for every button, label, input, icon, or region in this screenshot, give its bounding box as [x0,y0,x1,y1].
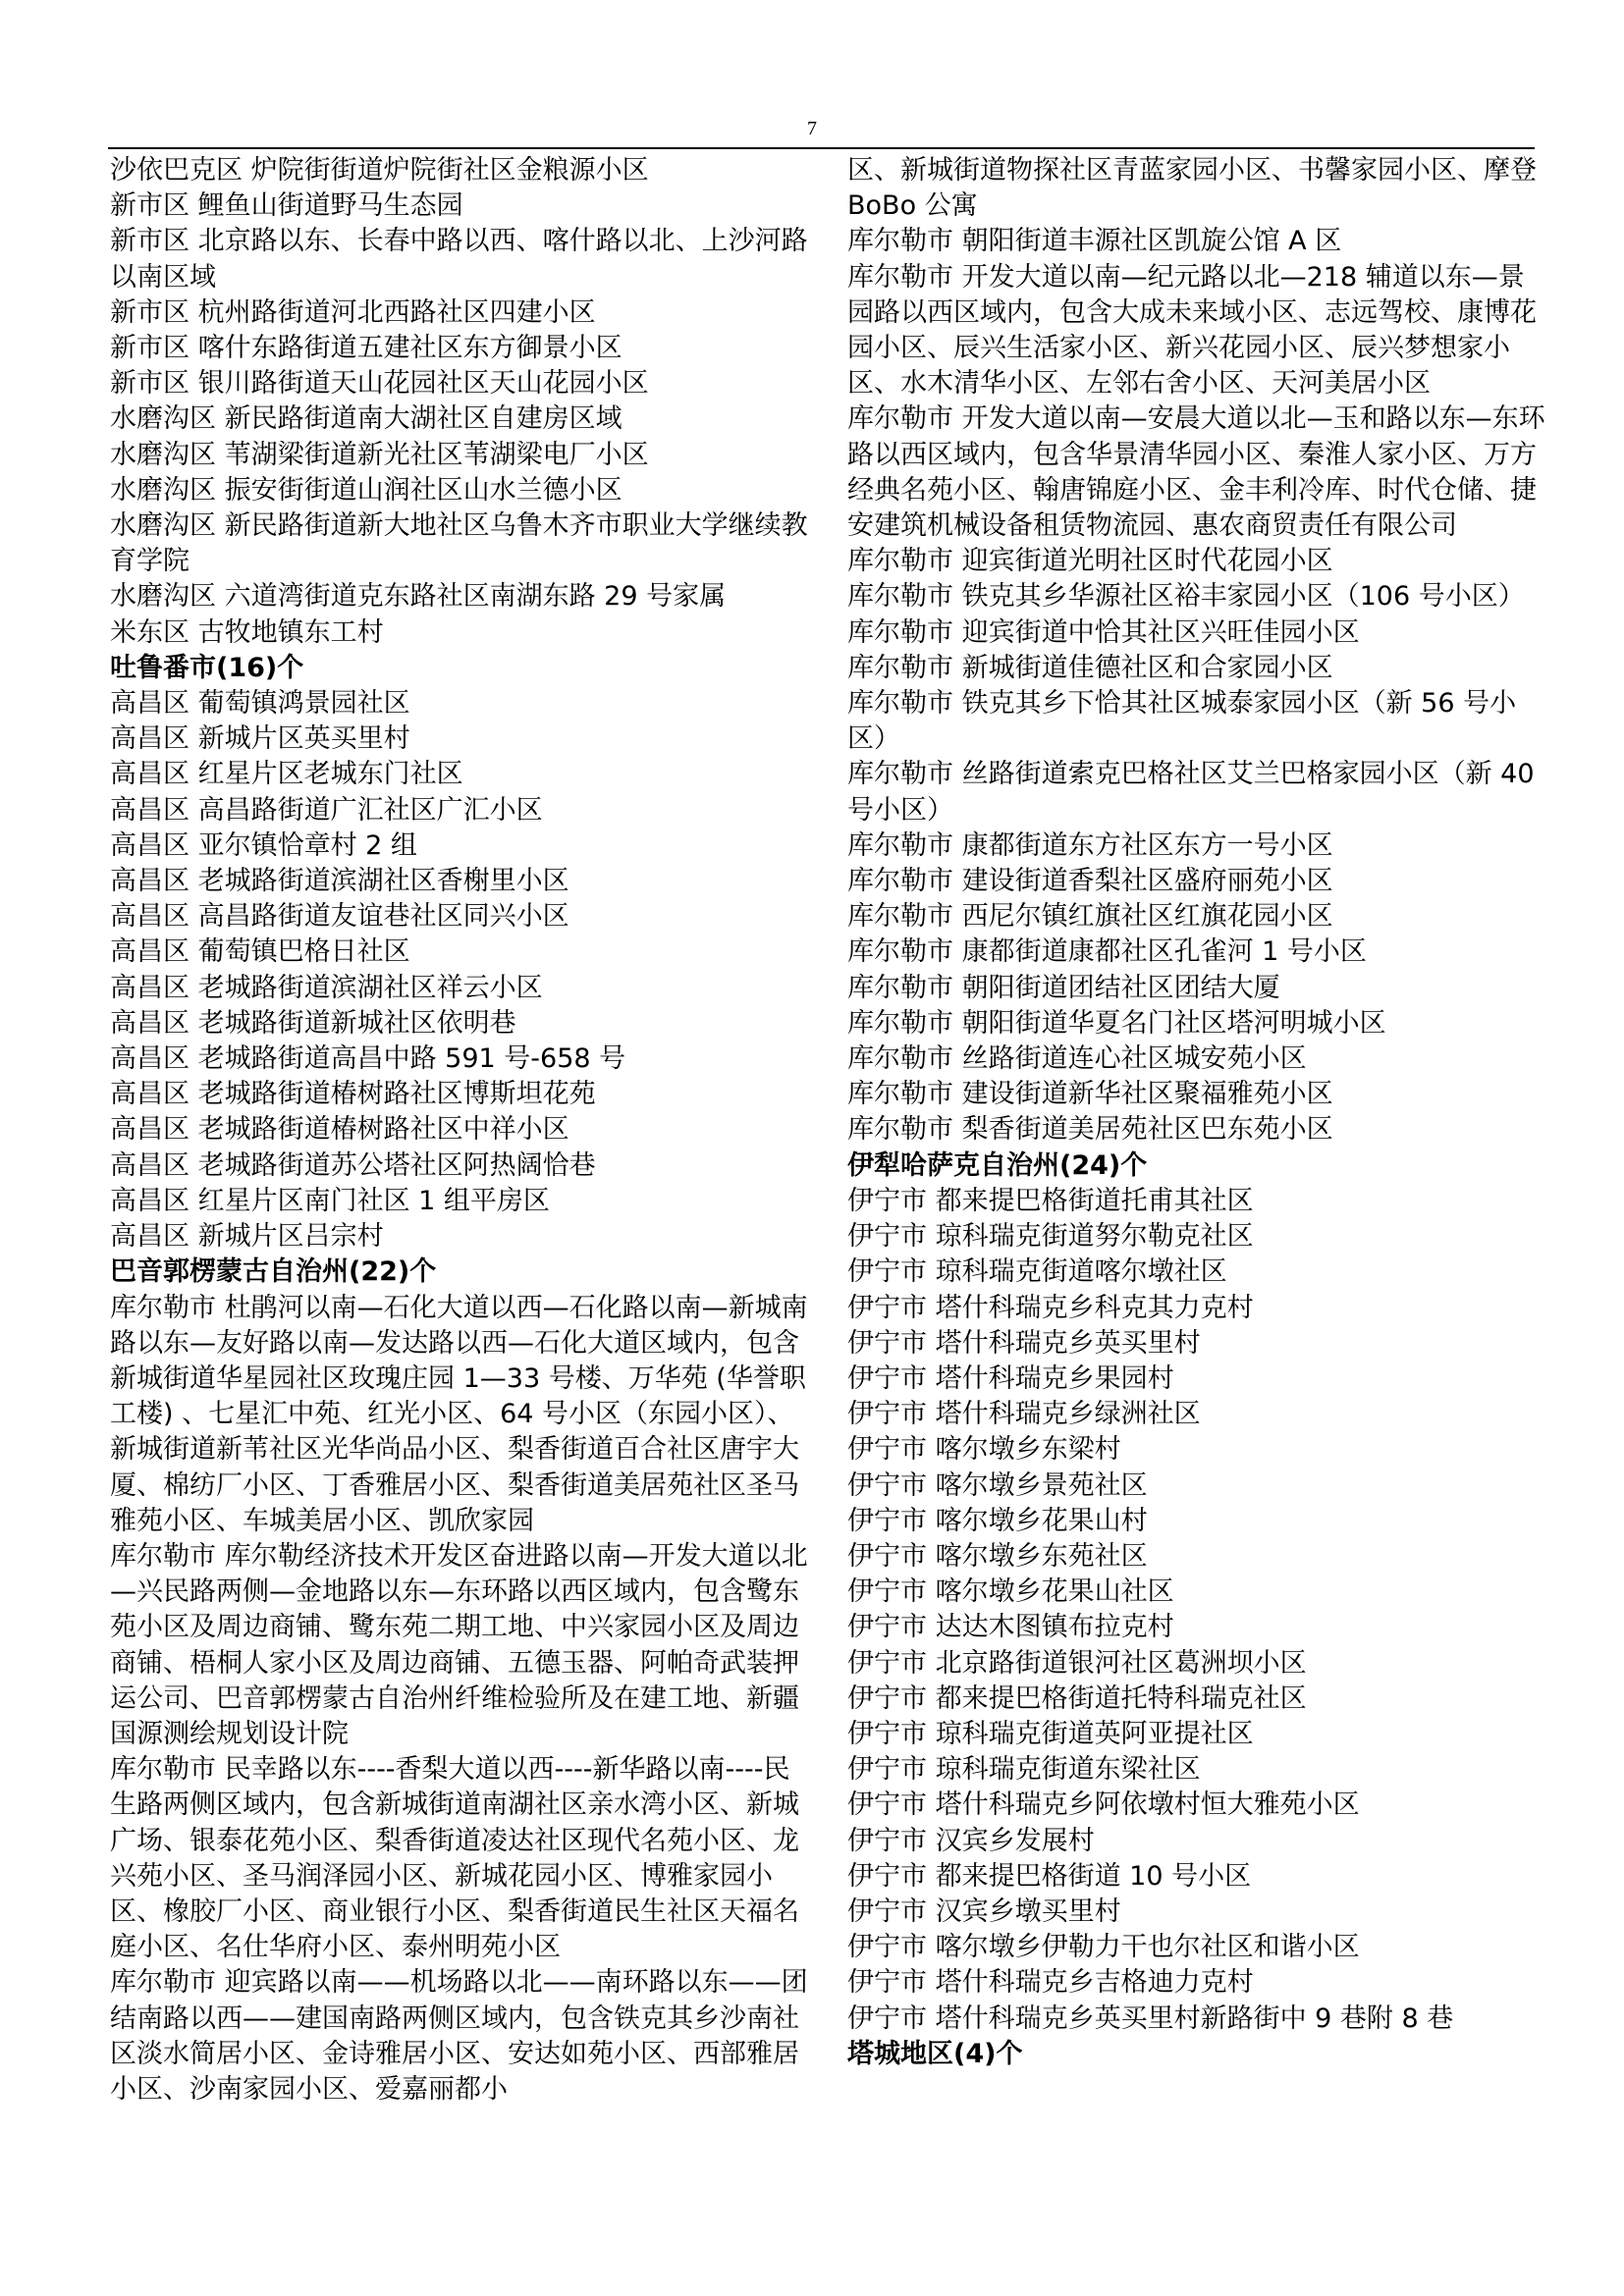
list-item: 高昌区 老城路街道滨湖社区香榭里小区 [110,866,569,897]
list-item: 水磨沟区 苇湖梁街道新光社区苇湖梁电厂小区 [110,439,649,470]
list-item: 库尔勒市 康都街道东方社区东方一号小区 [847,829,1333,861]
list-item: 伊宁市 喀尔墩乡伊勒力干也尔社区和谐小区 [847,1932,1360,1963]
list-item: 区、新城街道物探社区青蓝家园小区、书馨家园小区、摩登 BoBo 公寓 [847,155,1537,222]
list-item: 高昌区 亚尔镇恰章村 2 组 [110,829,417,861]
list-item: 伊宁市 塔什科瑞克乡绿洲社区 [847,1399,1201,1430]
list-item: 库尔勒市 丝路街道索克巴格社区艾兰巴格家园小区（新 40 号小区） [847,759,1535,826]
list-item: 库尔勒市 建设街道香梨社区盛府丽苑小区 [847,866,1333,897]
list-item: 高昌区 老城路街道新城社区依明巷 [110,1007,516,1039]
list-item: 伊宁市 都来提巴格街道 10 号小区 [847,1860,1252,1892]
list-item: 伊宁市 北京路街道银河社区葛洲坝小区 [847,1647,1307,1679]
list-item: 高昌区 老城路街道高昌中路 591 号-658 号 [110,1043,626,1075]
list-item: 伊宁市 喀尔墩乡花果山村 [847,1505,1148,1536]
list-item: 库尔勒市 朝阳街道团结社区团结大厦 [847,972,1280,1003]
list-item: 高昌区 葡萄镇巴格日社区 [110,936,410,968]
list-item: 高昌区 葡萄镇鸿景园社区 [110,688,410,720]
list-item: 高昌区 老城路街道苏公塔社区阿热阔恰巷 [110,1149,596,1181]
list-item: 伊宁市 塔什科瑞克乡英买里村新路街中 9 巷附 8 巷 [847,2002,1454,2034]
list-item: 新市区 杭州路街道河北西路社区四建小区 [110,296,596,328]
left-column [110,153,809,2108]
list-item: 高昌区 新城片区英买里村 [110,723,410,755]
list-item: 库尔勒市 开发大道以南—纪元路以北—218 辅道以东—景园路以西区域内，包含大成未来域小区、志远驾校、康博花园小区、辰兴生活家小区、新兴花园小区、辰兴梦想家小区、水木清华小区、左邻右舍小区、天河美居小区 [847,261,1537,400]
list-item: 库尔勒市 库尔勒经济技术开发区奋进路以南—开发大道以北—兴民路两侧—金地路以东—东环路以西区域内，包含鹭东苑小区及周边商铺、鹭东苑二期工地、中兴家园小区及周边商铺、梧桐人家小区及周边商铺、五德玉器、阿帕奇武装押运公司、巴音郭楞蒙古自治州纤维检验所及在建工地、新疆国源测绘规划设计院 [110,1540,808,1749]
list-item: 库尔勒市 新城街道佳德社区和合家园小区 [847,652,1333,683]
region-heading: 吐鲁番市(16)个 [110,652,304,683]
list-item: 库尔勒市 康都街道康都社区孔雀河 1 号小区 [847,936,1367,968]
list-item: 库尔勒市 开发大道以南—安晨大道以北—玉和路以东—东环路以西区域内，包含华景清华园小区、秦淮人家小区、万方经典名苑小区、翰唐锦庭小区、金丰利冷库、时代仓储、捷安建筑机械设备租赁物流园、惠农商贸责任有限公司 [847,403,1545,542]
list-item: 水磨沟区 新民路街道南大湖社区自建房区域 [110,403,623,435]
list-item: 水磨沟区 六道湾街道克东路社区南湖东路 29 号家属 [110,581,727,613]
list-item: 水磨沟区 新民路街道新大地社区乌鲁木齐市职业大学继续教育学院 [110,510,808,577]
list-item: 库尔勒市 铁克其乡华源社区裕丰家园小区（106 号小区） [847,581,1525,613]
list-item: 伊宁市 琼科瑞克街道东梁社区 [847,1754,1201,1786]
list-item: 伊宁市 塔什科瑞克乡英买里村 [847,1327,1201,1359]
list-item: 高昌区 红星片区老城东门社区 [110,759,463,790]
list-item: 库尔勒市 民幸路以东----香梨大道以西----新华路以南----民生路两侧区域内，包含新城街道南湖社区亲水湾小区、新城广场、银泰花苑小区、梨香街道凌达社区现代名苑小区、龙兴苑小区、圣马润泽园小区、新城花园小区、博雅家园小区、橡胶厂小区、商业银行小区、梨香街道民生社区天福名庭小区、名仕华府小区、泰州明苑小区 [110,1754,799,1963]
list-item: 伊宁市 都来提巴格街道托甫其社区 [847,1185,1254,1216]
list-item: 米东区 古牧地镇东工村 [110,616,384,648]
list-item: 伊宁市 琼科瑞克街道英阿亚提社区 [847,1718,1254,1749]
list-item: 库尔勒市 西尼尔镇红旗社区红旗花园小区 [847,901,1333,933]
list-item: 库尔勒市 梨香街道美居苑社区巴东苑小区 [847,1114,1333,1146]
region-heading: 巴音郭楞蒙古自治州(22)个 [110,1256,437,1288]
list-item: 高昌区 高昌路街道广汇社区广汇小区 [110,794,543,826]
list-item: 伊宁市 喀尔墩乡东梁村 [847,1434,1121,1466]
region-heading: 伊犁哈萨克自治州(24)个 [847,1149,1148,1181]
list-item: 库尔勒市 丝路街道连心社区城安苑小区 [847,1043,1307,1075]
list-item: 新市区 北京路以东、长春中路以西、喀什路以北、上沙河路以南区域 [110,226,808,293]
list-item: 高昌区 红星片区南门社区 1 组平房区 [110,1185,550,1216]
list-item: 高昌区 老城路街道滨湖社区祥云小区 [110,972,543,1003]
list-item: 伊宁市 喀尔墩乡景苑社区 [847,1469,1148,1501]
list-item: 伊宁市 汉宾乡发展村 [847,1825,1095,1856]
list-item: 伊宁市 喀尔墩乡东苑社区 [847,1540,1148,1572]
list-item: 库尔勒市 迎宾路以南——机场路以北——南环路以东——团结南路以西——建国南路两侧区域内，包含铁克其乡沙南社区淡水简居小区、金诗雅居小区、安达如苑小区、西部雅居小区、沙南家园小区、爱嘉丽都小 [110,1967,808,2105]
list-item: 新市区 鲤鱼山街道野马生态园 [110,190,463,222]
list-item: 伊宁市 汉宾乡墩买里村 [847,1896,1121,1927]
list-item: 高昌区 老城路街道椿树路社区博斯坦花苑 [110,1079,596,1110]
list-item: 沙依巴克区 炉院街街道炉院街社区金粮源小区 [110,155,649,186]
list-item: 库尔勒市 建设街道新华社区聚福雅苑小区 [847,1079,1333,1110]
list-item: 伊宁市 都来提巴格街道托特科瑞克社区 [847,1682,1307,1714]
list-item: 伊宁市 琼科瑞克街道努尔勒克社区 [847,1221,1254,1253]
list-item: 伊宁市 塔什科瑞克乡科克其力克村 [847,1292,1254,1323]
list-item: 伊宁市 塔什科瑞克乡果园村 [847,1362,1174,1394]
page-number: 7 [807,118,817,139]
list-item: 库尔勒市 朝阳街道华夏名门社区塔河明城小区 [847,1007,1386,1039]
list-item: 库尔勒市 迎宾街道光明社区时代花园小区 [847,546,1333,577]
list-item: 水磨沟区 振安街街道山润社区山水兰德小区 [110,474,623,506]
right-column [847,153,1546,2072]
list-item: 库尔勒市 杜鹃河以南—石化大道以西—石化路以南—新城南路以东—友好路以南—发达路以西—石化大道区域内，包含新城街道华星园社区玫瑰庄园 1—33 号楼、万华苑 (华誉职工楼) 、七星汇中苑、红光小区、64 号小区（东园小区）、新城街道新苇社区光华尚品小区、梨香街道百合社区唐宇大厦、棉纺厂小区、丁香雅居小区、梨香街道美居苑社区圣马雅苑小区、车城美居小区、凯欣家园 [110,1292,808,1536]
list-item: 库尔勒市 朝阳街道丰源社区凯旋公馆 A 区 [847,226,1342,257]
list-item: 库尔勒市 迎宾街道中恰其社区兴旺佳园小区 [847,616,1360,648]
region-heading: 塔城地区(4)个 [847,2038,1023,2069]
list-item: 库尔勒市 铁克其乡下恰其社区城泰家园小区（新 56 号小区） [847,688,1517,755]
list-item: 伊宁市 喀尔墩乡花果山社区 [847,1576,1174,1608]
list-item: 新市区 喀什东路街道五建社区东方御景小区 [110,333,623,364]
list-item: 伊宁市 琼科瑞克街道喀尔墩社区 [847,1256,1227,1288]
list-item: 伊宁市 塔什科瑞克乡吉格迪力克村 [847,1967,1254,1999]
header-rule [108,147,1535,149]
list-item: 伊宁市 塔什科瑞克乡阿依墩村恒大雅苑小区 [847,1789,1360,1821]
list-item: 伊宁市 达达木图镇布拉克村 [847,1612,1174,1643]
list-item: 高昌区 新城片区吕宗村 [110,1221,384,1253]
list-item: 新市区 银川路街道天山花园社区天山花园小区 [110,368,649,400]
list-item: 高昌区 老城路街道椿树路社区中祥小区 [110,1114,569,1146]
list-item: 高昌区 高昌路街道友谊巷社区同兴小区 [110,901,569,933]
